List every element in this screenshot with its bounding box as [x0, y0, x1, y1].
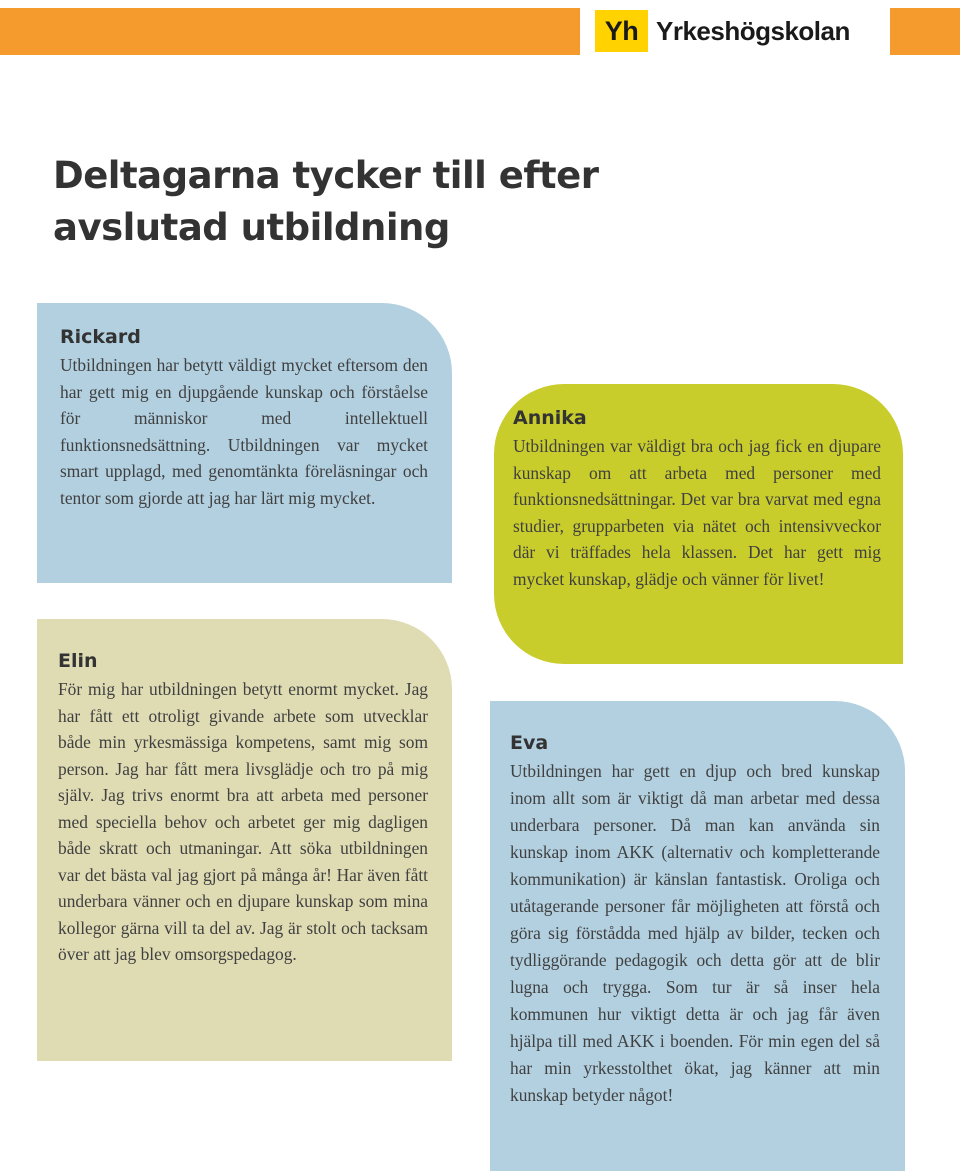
header-bar-left — [0, 8, 580, 55]
page-title: Deltagarna tycker till efter avslutad utbildning — [53, 154, 599, 249]
testimonial-name: Elin — [58, 650, 98, 672]
testimonial-text: Utbildningen har betytt väldigt mycket eftersom den har gett mig en djupgående kunskap och förståelse för människor med intellektuell funktionsnedsättning. Utbildningen var mycket smart upplagd, med genomtänkta föreläsningar och tentor som gjorde att jag har lärt mig mycket. — [60, 355, 428, 508]
testimonial-text: För mig har utbildningen betytt enormt mycket. Jag har fått ett otroligt givande arbete som utvecklar både min yrkesmässiga kompetens, samt mig som person. Jag har fått mera livsglädje och tro på mig själv. Jag trivs enormt bra att arbeta med personer med speciella behov och arbetet ger mig dagligen både skratt och utmaningar. Att söka utbildningen var det bästa val jag gjort på många år! Har även fått underbara vänner och en djupare kunskap som mina kollegor gärna vill ta del av. Jag är stolt och tacksam över att jag blev omsorgspedagog. — [58, 679, 428, 964]
yrkeshogskolan-logo — [595, 10, 850, 52]
testimonial-card-annika — [494, 384, 903, 664]
testimonial-card-rickard — [37, 303, 452, 583]
testimonial-text: Utbildningen var väldigt bra och jag fick en djupare kunskap om att arbeta med personer med funktionsnedsättningar. Det var bra varvat med egna studier, grupparbeten via nätet och intensivveckor där vi träffades hela klassen. Det har gett mig mycket kunskap, glädje och vänner för livet! — [513, 436, 881, 589]
logo-text: Yrkeshögskolan — [656, 15, 850, 46]
testimonial-card-eva — [490, 701, 905, 1171]
testimonial-name: Rickard — [60, 326, 141, 348]
logo-mark: Yh — [595, 10, 648, 52]
testimonial-card-elin — [37, 619, 452, 1061]
header-bar-right — [890, 8, 960, 55]
testimonial-text: Utbildningen har gett en djup och bred kunskap inom allt som är viktigt då man arbetar med dessa underbara personer. Då man kan använda sin kunskap inom AKK (alternativ och kompletterande kommunikation) är känslan fantastisk. Oroliga och utåtagerande personer får möjligheten att förstå och göra sig förstådda med hjälp av bilder, tecken och tydliggörande pedagogik och detta gör att de blir lugna och trygga. Som tur är så inser hela kommunen hur viktigt detta är och jag får även hjälpa till med AKK i boenden. För min egen del så har min yrkesstolthet ökat, jag känner att min kunskap betyder något! — [510, 761, 880, 1105]
testimonial-name: Annika — [513, 407, 587, 429]
testimonial-name: Eva — [510, 732, 549, 754]
